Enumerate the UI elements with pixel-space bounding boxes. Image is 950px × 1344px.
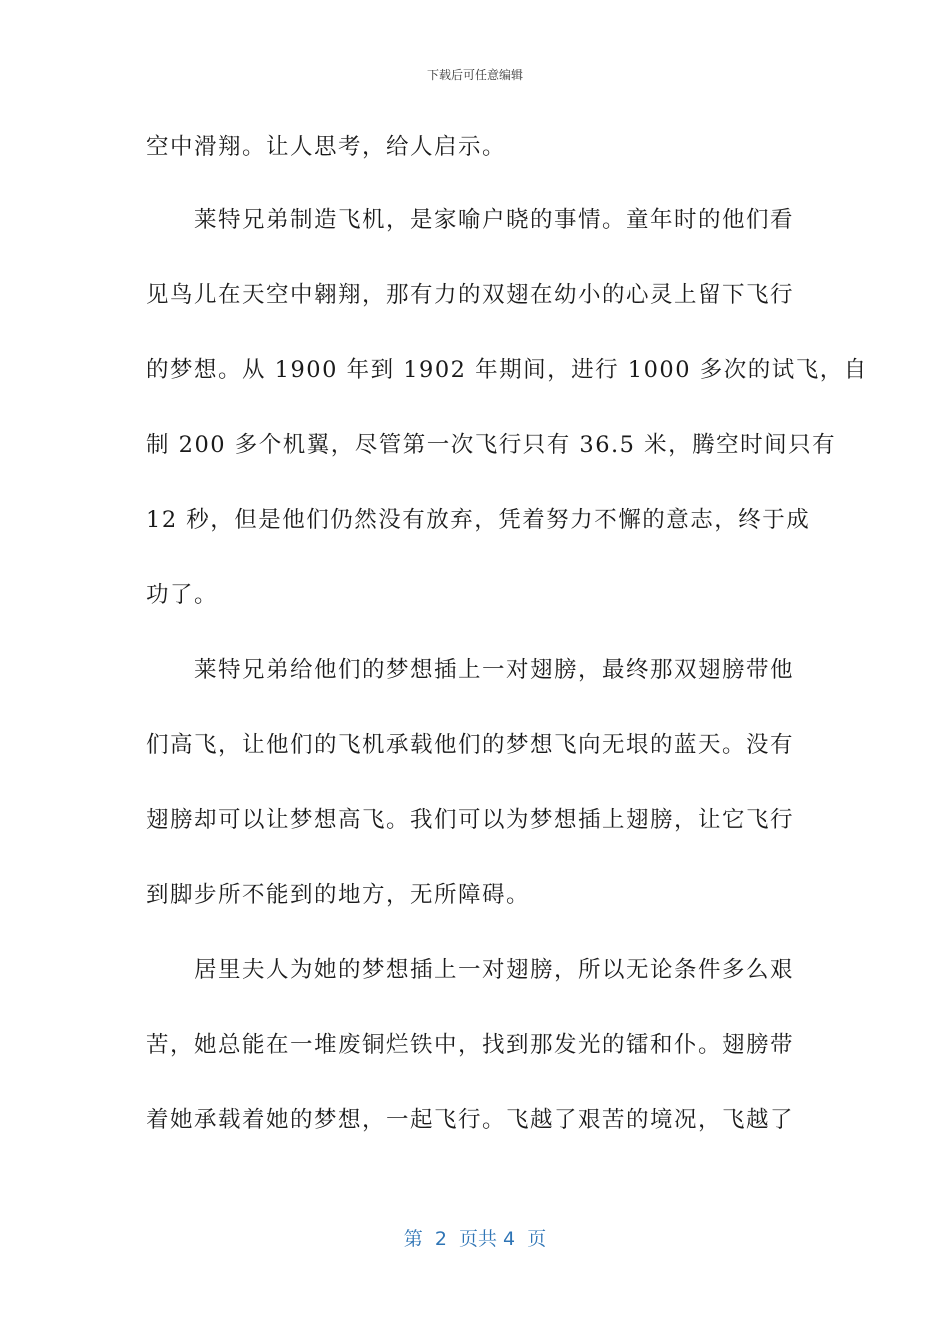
text-line: 制 200 多个机翼，尽管第一次飞行只有 36.5 米，腾空时间只有 <box>146 432 837 458</box>
text-line: 翅膀却可以让梦想高飞。我们可以为梦想插上翅膀，让它飞行 <box>146 807 795 833</box>
header-note: 下载后可任意编辑 <box>426 68 523 82</box>
text-line: 见鸟儿在天空中翱翔，那有力的双翅在幼小的心灵上留下飞行 <box>146 282 795 308</box>
text-line: 们高飞，让他们的飞机承载他们的梦想飞向无垠的蓝天。没有 <box>146 732 795 758</box>
text-line: 莱特兄弟给他们的梦想插上一对翅膀，最终那双翅膀带他 <box>146 657 795 683</box>
text-line: 的梦想。从 1900 年到 1902 年期间，进行 1000 多次的试飞，自 <box>146 357 868 383</box>
text-line: 着她承载着她的梦想，一起飞行。飞越了艰苦的境况，飞越了 <box>146 1107 795 1133</box>
text-line: 苦，她总能在一堆废铜烂铁中，找到那发光的镭和仆。翅膀带 <box>146 1032 795 1058</box>
text-line: 12 秒，但是他们仍然没有放弃，凭着努力不懈的意志，终于成 <box>146 507 811 533</box>
text-line: 到脚步所不能到的地方，无所障碍。 <box>146 882 531 908</box>
text-line: 空中滑翔。让人思考，给人启示。 <box>146 134 507 160</box>
text-line: 功了。 <box>146 582 219 608</box>
text-line: 莱特兄弟制造飞机，是家喻户晓的事情。童年时的他们看 <box>146 207 795 233</box>
text-line: 居里夫人为她的梦想插上一对翅膀，所以无论条件多么艰 <box>146 957 795 983</box>
page-number-footer: 第 2 页共 4 页 <box>403 1228 547 1250</box>
